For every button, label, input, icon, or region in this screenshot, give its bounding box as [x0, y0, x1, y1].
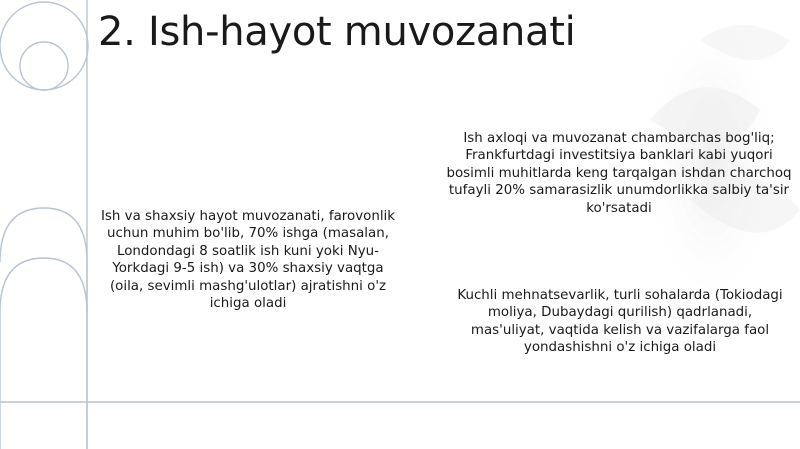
- deco-arch-lower: [0, 258, 87, 449]
- paragraph-work-ethic-balance: Ish axloqi va muvozanat chambarchas bog'liq; Frankfurtdagi investitsiya banklari kabi yuqori bosimli muhitlarda keng tarqalgan ishdan charchoq tufayli 20% samarasizlik unumdorlikka salbiy ta'sir ko'rsatadi: [446, 131, 792, 216]
- deco-circle-large: [0, 2, 88, 90]
- slide-title: 2. Ish-hayot muvozanati: [98, 9, 576, 55]
- deco-arch-upper: [0, 208, 87, 449]
- deco-circle-small: [20, 42, 68, 90]
- paragraph-work-life-balance: Ish va shaxsiy hayot muvozanati, farovonlik uchun muhim bo'lib, 70% ishga (masalan, Londondagi 8 soatlik ish kuni yoki Nyu-Yorkdagi 9-5 ish) va 30% shaxsiy vaqtga (oila, sevimli mashg'ulotlar) ajratishni o'z ichiga oladi: [100, 209, 396, 312]
- paragraph-strong-work-ethic: Kuchli mehnatsevarlik, turli sohalarda (Tokiodagi moliya, Dubaydagi qurilish) qadrlanadi, mas'uliyat, vaqtida kelish va vazifalarga faol yondashishni o'z ichiga oladi: [457, 288, 783, 356]
